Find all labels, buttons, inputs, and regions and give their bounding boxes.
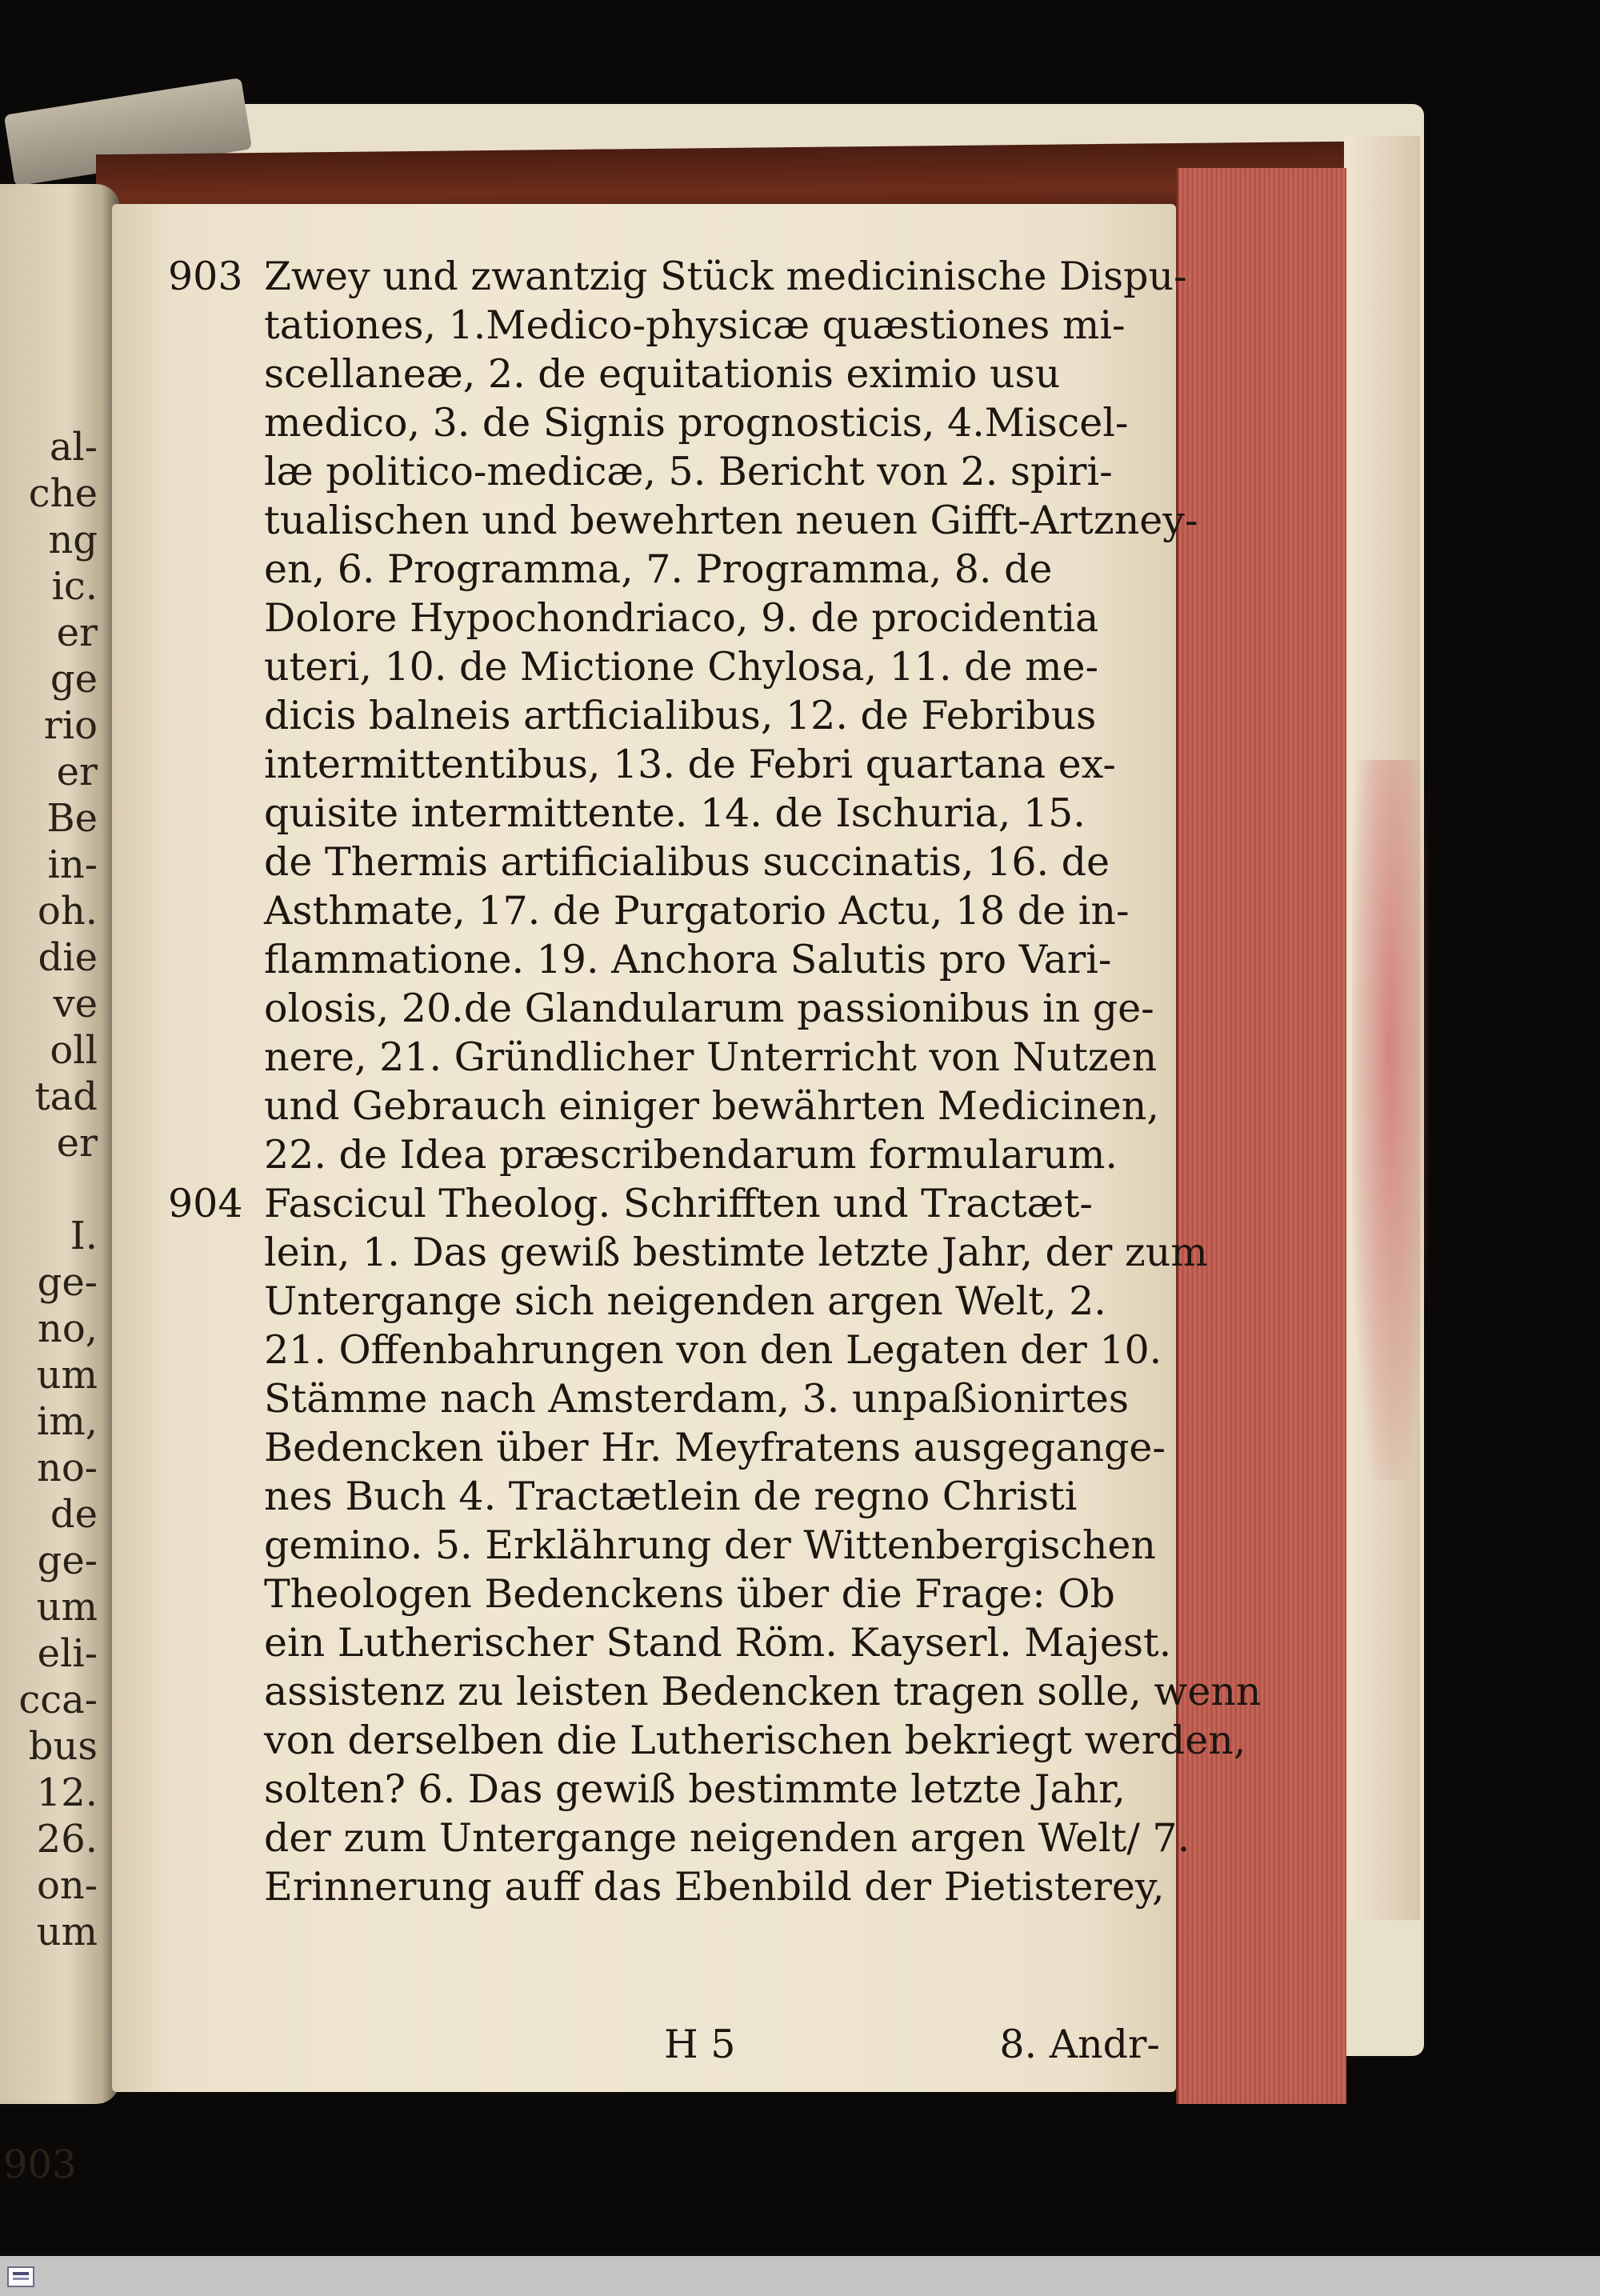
line-text: Dolore Hypochondriaco, 9. de procidentia — [264, 595, 1099, 641]
text-line — [168, 1472, 1136, 1521]
line-text: Stämme nach Amsterdam, 3. unpaßionirtes — [264, 1376, 1130, 1422]
line-text: nere, 21. Gründlicher Unterricht von Nutzen — [264, 1034, 1158, 1080]
line-text: Theologen Bedenckens über die Frage: Ob — [264, 1571, 1115, 1617]
text-line — [168, 594, 1136, 642]
margin-fragment: rio — [43, 703, 98, 748]
right-page — [112, 204, 1262, 2092]
margin-fragment: um — [36, 1910, 98, 1954]
text-line — [168, 1228, 1208, 1277]
text-line — [168, 1570, 1136, 1618]
line-text: und Gebrauch einiger bewährten Medicinen, — [264, 1083, 1159, 1129]
margin-fragment: oh. — [37, 889, 98, 934]
line-text: Zwey und zwantzig Stück medicinische Dispu- — [264, 254, 1187, 299]
margin-fragment: ic. — [51, 564, 98, 609]
text-line — [168, 1423, 1166, 1472]
margin-fragment: no- — [36, 1446, 98, 1490]
text-line — [168, 1326, 1162, 1374]
margin-fragment: ge- — [37, 1260, 98, 1305]
line-text: lein, 1. Das gewiß bestimte letzte Jahr, der zum — [264, 1230, 1208, 1275]
line-text: nes Buch 4. Tractætlein de regno Christi — [264, 1474, 1078, 1519]
text-line — [168, 691, 1136, 740]
viewer-footer-bar — [0, 2256, 1600, 2296]
margin-fragment: um — [36, 1585, 98, 1630]
signature-mark: H 5 — [664, 2022, 736, 2067]
text-line — [168, 301, 1136, 350]
text-line — [168, 1179, 1136, 1228]
margin-fragment: um — [36, 1353, 98, 1398]
text-line — [168, 1033, 1158, 1082]
text-line — [168, 1521, 1156, 1570]
text-line — [168, 789, 1136, 838]
text-line — [168, 1765, 1136, 1814]
text-line — [168, 1374, 1136, 1423]
text-line — [168, 1618, 1172, 1667]
line-text: von derselben die Lutherischen bekriegt werden, — [264, 1718, 1246, 1763]
margin-fragment: ge — [50, 657, 98, 702]
red-fore-edge — [1176, 168, 1346, 2104]
text-line — [168, 935, 1136, 984]
margin-fragment: che — [28, 471, 98, 516]
line-text: ein Lutherischer Stand Röm. Kayserl. Majest. — [264, 1620, 1172, 1666]
margin-fragment: oll — [50, 1028, 98, 1073]
text-line — [168, 1082, 1159, 1130]
line-text: en, 6. Programma, 7. Programma, 8. de — [264, 546, 1053, 592]
margin-fragment: eli- — [37, 1631, 98, 1676]
line-text: quisite intermittente. 14. de Ischuria, 15. — [264, 790, 1086, 836]
line-text: flammatione. 19. Anchora Salutis pro Vari- — [264, 937, 1112, 982]
line-text: Asthmate, 17. de Purgatorio Actu, 18 de in- — [264, 888, 1130, 934]
line-text: assistenz zu leisten Bedencken tragen solle, wenn — [264, 1669, 1262, 1714]
text-line — [168, 1667, 1262, 1716]
left-page-number: 903 — [3, 2142, 77, 2187]
line-text: de Thermis artificialibus succinatis, 16. de — [264, 839, 1110, 885]
red-stain — [1352, 760, 1428, 1480]
text-line — [168, 252, 1187, 301]
line-text: solten? 6. Das gewiß bestimmte letzte Jahr, — [264, 1766, 1126, 1812]
margin-fragment: er — [56, 1121, 98, 1166]
margin-fragment: ve — [53, 982, 98, 1026]
line-text: medico, 3. de Signis prognosticis, 4.Miscel- — [264, 400, 1129, 446]
margin-fragment: de — [50, 1492, 98, 1537]
line-text: Erinnerung auff das Ebenbild der Pietisterey, — [264, 1864, 1165, 1910]
margin-fragment: ge- — [37, 1538, 98, 1583]
text-line — [168, 1277, 1136, 1326]
line-text: olosis, 20.de Glandularum passionibus in ge- — [264, 986, 1154, 1031]
left-page-margin-text — [2, 424, 98, 1955]
margin-fragment: cca- — [18, 1678, 98, 1722]
line-text: tationes, 1.Medico-physicæ quæstiones mi- — [264, 302, 1126, 348]
margin-fragment: on- — [36, 1863, 98, 1908]
line-text: intermittentibus, 13. de Febri quartana ex- — [264, 742, 1116, 787]
entry-number: 903 — [168, 254, 243, 299]
line-text: Bedencken über Hr. Meyfratens ausgegange- — [264, 1425, 1166, 1470]
margin-fragment: er — [56, 750, 98, 794]
margin-fragment: bus — [28, 1724, 98, 1769]
page-footer — [168, 2020, 1176, 2069]
line-text: 21. Offenbahrungen von den Legaten der 10. — [264, 1327, 1162, 1373]
text-line — [168, 398, 1136, 447]
text-line — [168, 350, 1136, 398]
library-logo-icon — [5, 2264, 37, 2290]
margin-fragment: no, — [37, 1306, 98, 1351]
margin-fragment: in- — [47, 842, 98, 887]
text-line — [168, 838, 1136, 886]
margin-fragment — [2, 1166, 98, 1213]
text-line — [168, 1814, 1190, 1862]
margin-fragment: al- — [49, 425, 98, 470]
margin-fragment: Be — [46, 796, 98, 841]
margin-fragment: I. — [70, 1214, 98, 1258]
line-text: Untergange sich neigenden argen Welt, 2. — [264, 1278, 1106, 1324]
text-line — [168, 496, 1198, 545]
page-text — [168, 252, 1262, 2067]
line-text: uteri, 10. de Mictione Chylosa, 11. de me- — [264, 644, 1099, 690]
margin-fragment: im, — [36, 1399, 98, 1444]
text-line — [168, 642, 1136, 691]
text-line — [168, 1862, 1165, 1911]
line-text: dicis balneis artficialibus, 12. de Febribus — [264, 693, 1097, 738]
margin-fragment: ng — [48, 518, 98, 562]
text-line — [168, 740, 1136, 789]
margin-fragment: 26. — [36, 1817, 98, 1862]
text-line — [168, 1130, 1136, 1179]
line-text: læ politico-medicæ, 5. Bericht von 2. spiri- — [264, 449, 1113, 494]
line-text: Fascicul Theolog. Schrifften und Tractæt- — [264, 1181, 1093, 1226]
margin-fragment: die — [38, 935, 98, 980]
margin-fragment: er — [56, 610, 98, 655]
catchword: 8. Andr- — [999, 2022, 1160, 2067]
margin-fragment: 12. — [36, 1770, 98, 1815]
text-line — [168, 984, 1154, 1033]
text-line — [168, 1716, 1246, 1765]
line-text: gemino. 5. Erklährung der Wittenbergischen — [264, 1522, 1156, 1568]
text-line — [168, 545, 1136, 594]
line-text: scellaneæ, 2. de equitationis eximio usu — [264, 351, 1061, 397]
entry-number: 904 — [168, 1181, 243, 1226]
line-text: tualischen und bewehrten neuen Gifft-Artzney- — [264, 498, 1198, 543]
text-line — [168, 886, 1136, 935]
left-page — [0, 184, 120, 2187]
text-line — [168, 447, 1136, 496]
line-text: der zum Untergange neigenden argen Welt/ 7. — [264, 1815, 1190, 1861]
margin-fragment: tad — [34, 1074, 98, 1119]
line-text: 22. de Idea præscribendarum formularum. — [264, 1132, 1118, 1178]
